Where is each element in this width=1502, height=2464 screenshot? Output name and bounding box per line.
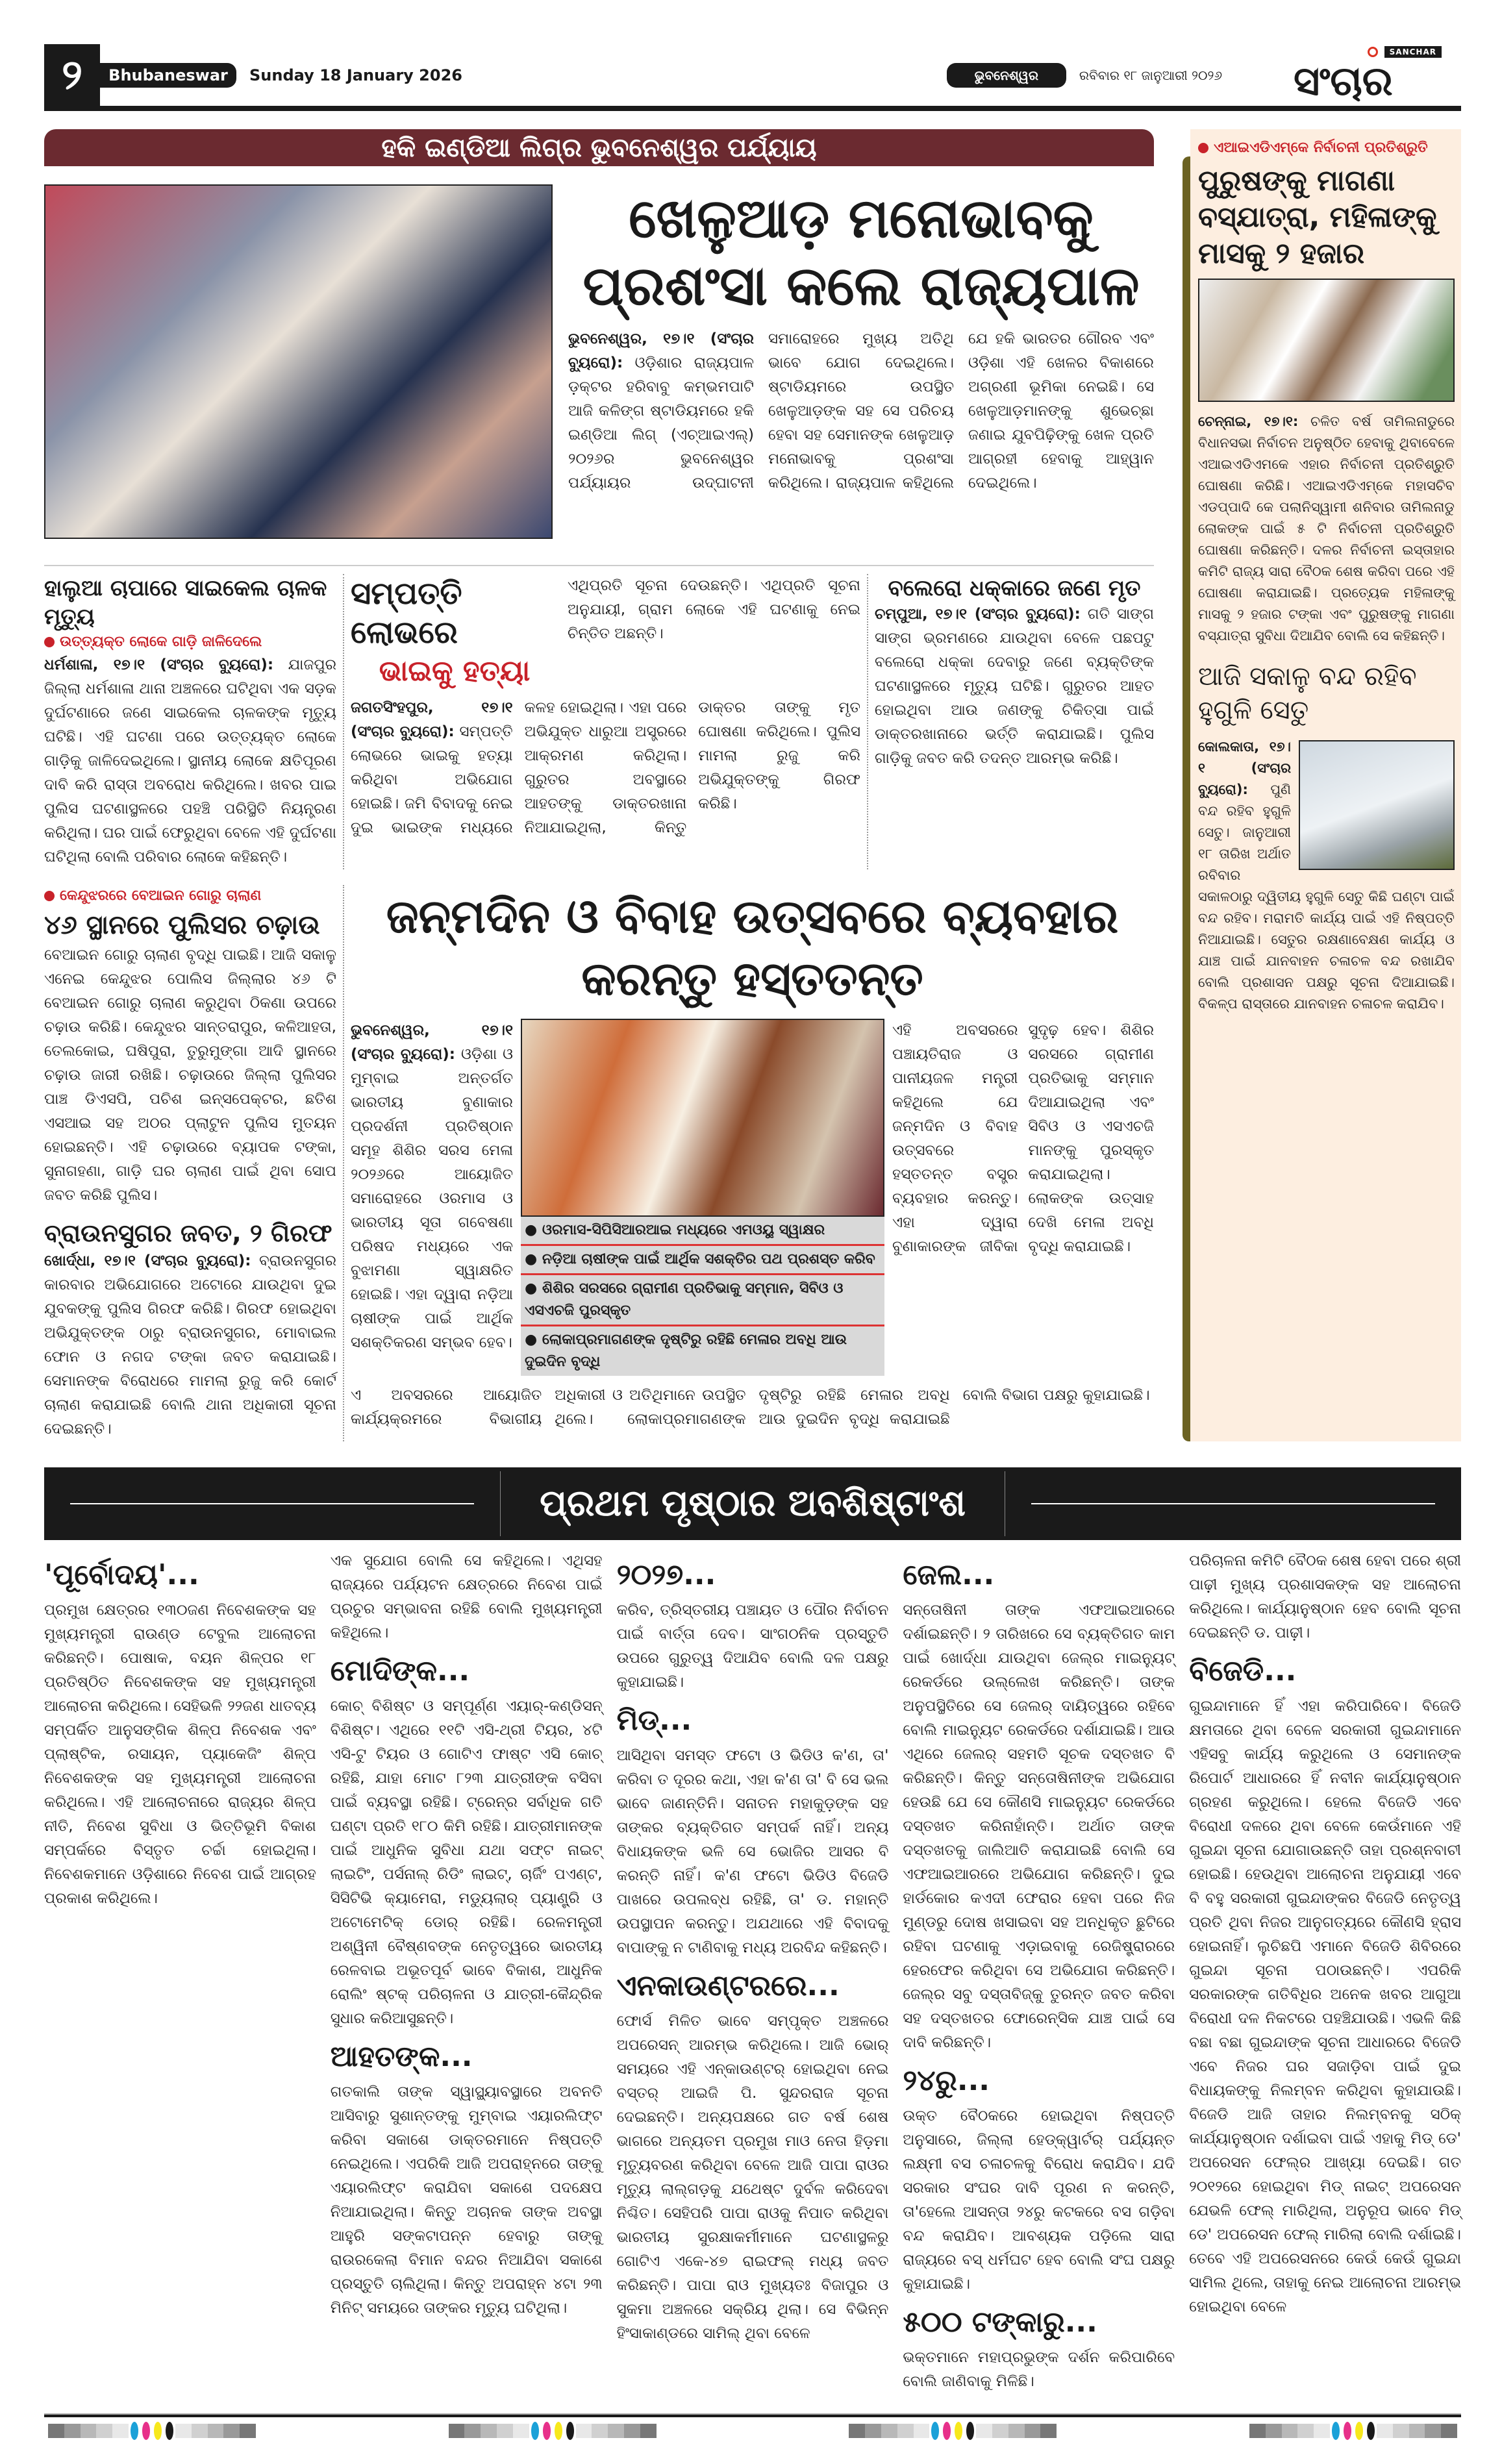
- footer-rule: [44, 2413, 1461, 2417]
- color-bar: [449, 2424, 657, 2438]
- continuation-heading: ଜେଲ...: [903, 1558, 995, 1591]
- column-divider: [343, 885, 344, 1441]
- dateline: କୋଲକାତା, ୧୭।୧ (ସଂଚାର ବ୍ୟୁରୋ):: [1198, 739, 1291, 797]
- continuation-heading: ମିଡ୍...: [616, 1704, 692, 1737]
- sidebar-accent: [1183, 156, 1190, 1441]
- ink-swatch: [166, 2422, 173, 2440]
- remainder-column: [617, 1549, 889, 2394]
- lead-photo: [44, 184, 553, 539]
- centre-photo-block: [521, 1019, 884, 1376]
- page-number: ୨: [44, 44, 100, 106]
- story-headline: ବଲେରୋ ଧକ୍କାରେ ଜଣେ ମୃତ: [888, 575, 1141, 601]
- ink-swatch: [555, 2422, 562, 2440]
- centre-body-bottom: ଏ ଅବସରରେ ଆୟୋଜିତ କାର୍ଯ୍ୟକ୍ରମରେ ବିଭାଗୀୟ ଅଧିକାରୀ ଓ ଅତିଥିମାନେ ଉପସ୍ଥିତ ଥିଲେ। ଲୋକାପ୍ରମାଗଣଙ୍କ ଦୃଷ୍ଟିରୁ ରହିଛି ମେଳାର ଅବଧି ଆଉ ଦୁଇଦିନ ବୃଦ୍ଧି କରାଯାଇଛି ବୋଲି ବିଭାଗ ପକ୍ଷରୁ କୁହାଯାଇଛି।: [351, 1387, 1150, 1428]
- story-property-murder: [351, 574, 860, 869]
- continuation-heading: ଏନକାଉଣ୍ଟରରେ...: [616, 1969, 840, 2002]
- story-headline-red: ଭାଇକୁ ହତ୍ୟା: [379, 654, 531, 688]
- kicker-text: ଉତ୍ତ୍ୟକ୍ତ ଲୋକେ ଗାଡ଼ି ଜାଳିଦେଲେ: [60, 634, 262, 650]
- ink-swatch: [1367, 2422, 1375, 2440]
- dateline: ଭୁବନେଶ୍ୱର, ୧୭।୧ (ସଂଚାର ବ୍ୟୁରୋ):: [568, 330, 754, 371]
- sidebar: [1183, 129, 1461, 1441]
- continuation-text: କୋଚ୍ ବିଶିଷ୍ଟ ଓ ସମ୍ପୂର୍ଣ୍ଣ ଏୟାର୍-କଣ୍ଡିସନ୍ ବିଶିଷ୍ଟ। ଏଥିରେ ୧୧ଟି ଏସି-ଥ୍ରୀ ଟିୟର, ୪ଟି ଏସି-ଟୁ ଟିୟର ଓ ଗୋଟିଏ ଫାଷ୍ଟ ଏସି କୋଚ୍ ରହିଛି, ଯାହା ମୋଟ ୮୨୩ ଯାତ୍ରୀଙ୍କ ବସିବା ପାଇଁ ବ୍ୟବସ୍ଥା ରହିଛି। ଟ୍ରେନ୍‌ର ସର୍ବାଧିକ ଗତି ଘଣ୍ଟା ପ୍ରତି ୧୮୦ କିମି ରହିଛି। ଯାତ୍ରୀମାନଙ୍କ ପାଇଁ ଆଧୁନିକ ସୁବିଧା ଯଥା ସଫ୍ଟ ନାଇଟ୍ ଲାଇଟିଂ, ପର୍ସନାଲ୍ ରିଡିଂ ଲାଇଟ୍, ଚାର୍ଜିଂ ପଏଣ୍ଟ, ସିସିଟିଭି କ୍ୟାମେରା, ମଡ୍ୟୁଲାର୍ ପ୍ୟାଣ୍ଟ୍ରି ଓ ଅଟୋମେଟିକ୍ ଡୋର୍ ରହିଛି। ରେଳମନ୍ତ୍ରୀ ଅଶ୍ୱିନୀ ବୈଷ୍ଣବଙ୍କ ନେତୃତ୍ୱରେ ଭାରତୀୟ ରେଳବାଇ ଅଭୂତପୂର୍ବ ଭାବେ ବିକାଶ, ଆଧୁନିକ ରୋଲିଂ ଷ୍ଟକ୍ ପରିଚାଳନା ଓ ଯାତ୍ରୀ-କୈନ୍ଦ୍ରିକ ସୁଧାର କରିଆସୁଛନ୍ତି।: [330, 1698, 603, 2027]
- logo-name: ସଂଚାର: [1294, 56, 1393, 105]
- sidebar-kicker: [1198, 137, 1455, 159]
- continuation-text: ଗତକାଲି ତାଙ୍କ ସ୍ୱାସ୍ଥ୍ୟାବସ୍ଥାରେ ଅବନତି ଆସିବାରୁ ସୁଶାନ୍ତଙ୍କୁ ମୁମ୍ବାଇ ଏୟାରଲିଫ୍ଟ କରିବା ସକାଶେ ଡାକ୍ତରମାନେ ନିଷ୍ପତ୍ତି ନେଇଥିଲେ। ଏପରିକି ଆଜି ଅପରାହ୍ନରେ ତାଙ୍କୁ ଏୟାରଲିଫ୍ଟ କରାଯିବା ସକାଶେ ପଦକ୍ଷେପ ନିଆଯାଇଥିଲା। କିନ୍ତୁ ଅଚାନକ ତାଙ୍କ ଅବସ୍ଥା ଆହୁରି ସଙ୍କଟାପନ୍ନ ହେବାରୁ ତାଙ୍କୁ ରାଉରକେଲା ବିମାନ ବନ୍ଦର ନିଆଯିବା ସକାଶେ ପ୍ରସ୍ତୁତି ଚାଲିଥିଲା। କିନ୍ତୁ ଅପରାହ୍ନ ୪ଟା ୨୩ ମିନିଟ୍ ସମୟରେ ତାଙ୍କର ମୃତ୍ୟୁ ଘଟିଥିଲା।: [330, 2084, 603, 2317]
- front-content: [44, 129, 1461, 1441]
- section-banner: ହକି ଇଣ୍ଡିଆ ଲିଗ୍‌ର ଭୁବନେଶ୍ୱର ପର୍ଯ୍ୟାୟ: [44, 129, 1154, 166]
- kicker-text: କେନ୍ଦୁଝରରେ ବେଆଇନ ଗୋରୁ ଚାଲାଣ: [60, 888, 262, 904]
- photo-captions: [521, 1217, 884, 1376]
- continuation-heading: ୨୪ରୁ...: [903, 2064, 990, 2097]
- lead-headline: ଖେଳୁଆଡ଼ ମନୋଭାବକୁ ପ୍ରଶଂସା କଲେ ରାଜ୍ୟପାଳ: [582, 186, 1140, 317]
- continuation-text: ଉକ୍ତ ବୈଠକରେ ହୋଇଥିବା ନିଷ୍ପତ୍ତି ଅନୁସାରେ, ଜିଲ୍ଲା ହେଡ୍‌କ୍ୱାର୍ଟର୍ ପର୍ଯ୍ୟନ୍ତ ଲକ୍ଷ୍ମୀ ବସ ଚଳାଚଳକୁ ବିରୋଧ କରାଯିବ। ଯଦି ସରକାର ସଂଘର ଦାବି ପୂରଣ ନ କରନ୍ତି, ତା'ହେଲେ ଆସନ୍ତା ୨୪ରୁ କଟକରେ ବସ ଗଡ଼ିବା ବନ୍ଦ କରାଯିବ। ଆବଶ୍ୟକ ପଡ଼ିଲେ ସାରା ରାଜ୍ୟରେ ବସ୍ ଧର୍ମଘଟ ହେବ ବୋଲି ସଂଘ ପକ୍ଷରୁ କୁହାଯାଇଛି।: [903, 2108, 1175, 2293]
- sidebar-photo: [1198, 279, 1455, 402]
- second-row: [44, 565, 1154, 869]
- article-text: ଯାଜପୁର ଜିଲ୍ଲା ଧର୍ମଶାଳା ଥାନା ଅଞ୍ଚଳରେ ଘଟିଥିବା ଏକ ସଡ଼କ ଦୁର୍ଘଟଣାରେ ଜଣେ ସାଇକେଲ ଚାଳକଙ୍କ ମୃତ୍ୟୁ ଘଟିଛି। ଏହି ଘଟଣା ପରେ ଉତ୍ତ୍ୟକ୍ତ ଲୋକେ ଗାଡ଼ିକୁ ଜାଳିଦେଇଥିଲେ। ସ୍ଥାନୀୟ ଲୋକେ କ୍ଷତିପୂରଣ ଦାବି କରି ରାସ୍ତା ଅବରୋଧ କରିଥିଲେ। ଖବର ପାଇ ପୁଲିସ ଘଟଣାସ୍ଥଳରେ ପହଞ୍ଚି ପରିସ୍ଥିତି ନିୟନ୍ତ୍ରଣ କରିଥିଲା। ଘର ପାଇଁ ଫେରୁଥିବା ବେଳେ ଏହି ଦୁର୍ଘଟଣା ଘଟିଥିଲା ବୋଲି ପରିବାର ଲୋକେ କହିଛନ୍ତି।: [44, 656, 337, 865]
- remainder-column: [44, 1549, 316, 2394]
- remainder-column: [331, 1549, 603, 2394]
- header-rule: [44, 106, 1461, 111]
- edition-date-odia: ରବିବାର ୧୮ ଜାନୁଆରୀ ୨୦୨୬: [1079, 67, 1222, 83]
- masthead: [44, 44, 1461, 106]
- lead-text: [568, 184, 1154, 539]
- ink-swatch: [1355, 2422, 1363, 2440]
- centre-story: [351, 885, 1154, 1441]
- continuation-text: ଫୋର୍ସ ମିଳିତ ଭାବେ ସମ୍ପୃକ୍ତ ଅଞ୍ଚଳରେ ଅପରେସନ୍ ଆରମ୍ଭ କରିଥିଲେ। ଆଜି ଭୋର୍ ସମୟରେ ଏହି ଏନ୍‌କାଉଣ୍ଟର୍ ହୋଇଥିବା ନେଇ ବସ୍ତର୍ ଆଇଜି ପି. ସୁନ୍ଦରରାଜ ସୂଚନା ଦେଇଛନ୍ତି। ଅନ୍ୟପକ୍ଷରେ ଗତ ବର୍ଷ ଶେଷ ଭାଗରେ ଅନ୍ୟତମ ପ୍ରମୁଖ ମାଓ ନେତା ହିଡ଼ମା ମୃତ୍ୟୁବରଣ କରିଥିବା ବେଳେ ଆଜି ପାପା ରାଓର ମୃତ୍ୟୁ ଲାଲ୍‌ଗଡ଼କୁ ଯଥେଷ୍ଟ ଦୁର୍ବଳ କରିଦେବା ନିଶ୍ଚିତ। ସେହିପରି ପାପା ରାଓକୁ ନିପାତ କରିଥିବା ଭାରତୀୟ ସୁରକ୍ଷାକର୍ମୀମାନେ ଘଟଣାସ୍ଥଳରୁ ଗୋଟିଏ ଏକେ-୪୭ ରାଇଫଲ୍ ମଧ୍ୟ ଜବତ କରିଛନ୍ତି। ପାପା ରାଓ ମୁଖ୍ୟତଃ ବିଜାପୁର ଓ ସୁକମା ଅଞ୍ଚଳରେ ସକ୍ରିୟ ଥିଲା। ସେ ବିଭିନ୍ନ ହିଂସାକାଣ୍ଡରେ ସାମିଲ୍ ଥିବା ବେଳେ: [616, 2013, 889, 2342]
- bullet-icon: [44, 637, 55, 647]
- remainder-column: [1189, 1549, 1461, 2394]
- color-bar: [849, 2424, 1057, 2438]
- story-kicker: [44, 885, 336, 907]
- banner-line: [70, 1503, 474, 1504]
- logo-dot-icon: [1368, 47, 1378, 57]
- dateline: ଚମ୍ପୁଆ, ୧୭।୧ (ସଂଚାର ବ୍ୟୁରୋ):: [875, 606, 1081, 623]
- lead-story: [44, 184, 1154, 539]
- article-text: ଓଡ଼ିଶାର ରାଜ୍ୟପାଳ ଡ଼କ୍ଟର ହରିବାବୁ କମ୍ଭମପାଟି ଆଜି କଳିଙ୍ଗ ଷ୍ଟାଡିୟମରେ ହକି ଇଣ୍ଡିଆ ଲିଗ୍ (ଏଚ୍‌ଆଇଏଲ୍) ୨୦୨୬ର ଭୁବନେଶ୍ୱର ପର୍ଯ୍ୟାୟର ଉଦ୍‌ଘାଟନୀ ସମାରୋହରେ ମୁଖ୍ୟ ଅତିଥି ଭାବେ ଯୋଗ ଦେଇଥିଲେ। ଷ୍ଟାଡିୟମରେ ଉପସ୍ଥିତ ଖେଳୁଆଡ଼ଙ୍କ ସହ ସେ ପରିଚୟ ହେବା ସହ ସେମାନଙ୍କ ଖେଳୁଆଡ଼ ମନୋଭାବକୁ ପ୍ରଶଂସା କରିଥିଲେ। ରାଜ୍ୟପାଳ କହିଥିଲେ ଯେ ହକି ଭାରତର ଗୌରବ ଏବଂ ଓଡ଼ିଶା ଏହି ଖେଳର ବିକାଶରେ ଅଗ୍ରଣୀ ଭୂମିକା ନେଇଛି। ସେ ଖେଳୁଆଡ଼ମାନଙ୍କୁ ଶୁଭେଚ୍ଛା ଜଣାଇ ଯୁବପିଢ଼ିଙ୍କୁ ଖେଳ ପ୍ରତି ଆଗ୍ରହୀ ହେବାକୁ ଆହ୍ୱାନ ଦେଇଥିଲେ।: [568, 330, 1154, 492]
- story-headline: ୪୬ ସ୍ଥାନରେ ପୁଲିସର ଚଢ଼ାଉ: [44, 910, 320, 940]
- color-bar: [1249, 2424, 1457, 2438]
- continuation-heading: ମୋଦିଙ୍କ...: [330, 1654, 470, 1687]
- continuation-text: କରିବ, ତ୍ରିସ୍ତରୀୟ ପଞ୍ଚାୟତ ଓ ପୌର ନିର୍ବାଚନ ପାଇଁ ବାର୍ତ୍ତା ଦେବ। ସାଂଗଠନିକ ପ୍ରସ୍ତୁତି ଉପରେ ଗୁରୁତ୍ୱ ଦିଆଯିବ ବୋଲି ଦଳ ପକ୍ଷରୁ କୁହାଯାଇଛି।: [616, 1602, 889, 1691]
- ink-swatch: [1332, 2422, 1340, 2440]
- color-bar: [48, 2424, 256, 2438]
- article-text: ବ୍ରାଉନସୁଗର କାରବାର ଅଭିଯୋଗରେ ଅଟୋରେ ଯାଉଥିବା ଦୁଇ ଯୁବକଙ୍କୁ ପୁଲିସ ଗିରଫ କରିଛି। ଗିରଫ ହୋଇଥିବା ଅଭିଯୁକ୍ତଙ୍କ ଠାରୁ ବ୍ରାଉନସୁଗର, ମୋବାଇଲ ଫୋନ ଓ ନଗଦ ଟଙ୍କା ଜବତ କରାଯାଇଛି। ସେମାନଙ୍କ ବିରୋଧରେ ମାମଲା ରୁଜୁ କରି କୋର୍ଟ ଚାଲାଣ କରାଯାଇଛି ବୋଲି ଥାନା ଅଧିକାରୀ ସୂଚନା ଦେଇଛନ୍ତି।: [44, 1252, 337, 1437]
- story-body: [351, 696, 860, 840]
- continuation-text: ପରିଚାଳନା କମିଟି ବୈଠକ ଶେଷ ହେବା ପରେ ଶ୍ରୀ ପାଢ଼ୀ ମୁଖ୍ୟ ପ୍ରଶାସକଙ୍କ ସହ ଆଲୋଚନା କରିଥିଲେ। କାର୍ଯ୍ୟାନୁଷ୍ଠାନ ହେବ ବୋଲି ସୂଚନା ଦେଇଛନ୍ତି ଡ. ପାଢ଼ୀ।: [1189, 1552, 1461, 1641]
- continuation-text: ଆସିଥିବା ସମସ୍ତ ଫଟୋ ଓ ଭିଡିଓ କ'ଣ, ତା' କରିବା ତ ଦୂରର କଥା, ଏହା କ'ଣ ତା' ବି ସେ ଭଲ ଭାବେ ଜାଣନ୍ତିନି। ସନାତନ ମହାକୁଡ଼ଙ୍କ ସହ ତାଙ୍କର ବ୍ୟକ୍ତିଗତ ସମ୍ପର୍କ ନାହିଁ। ଅନ୍ୟ ବିଧାୟକଙ୍କ ଭଳି ସେ ଭୋଜିର ଆସର ବି କରନ୍ତି ନାହିଁ। କ'ଣ ଫଟୋ ଭିଡିଓ ବିଜେଡି ପାଖରେ ଉପଲବ୍ଧ ରହିଛି, ତା' ଡ. ମହାନ୍ତି ଉପସ୍ଥାପନ କରନ୍ତୁ। ଅଯଥାରେ ଏହି ବିବାଦକୁ ବାପାଙ୍କୁ ନ ଟାଣିବାକୁ ମଧ୍ୟ ଅରବିନ୍ଦ କହିଛନ୍ତି।: [616, 1747, 889, 1956]
- story-cycle-accident: [44, 574, 336, 869]
- continuation-heading: ୨୦୨୭...: [616, 1558, 716, 1591]
- story-headline: ବ୍ରାଉନସୁଗର ଜବତ, ୨ ଗିରଫ: [44, 1219, 332, 1247]
- article-text: ଚଳିତ ବର୍ଷ ତାମିଲନାଡୁରେ ବିଧାନସଭା ନିର୍ବାଚନ ଅନୁଷ୍ଠିତ ହେବାକୁ ଥିବାବେଳେ ଏଆଇଏଡିଏମକେ ଏହାର ନିର୍ବାଚନୀ ପ୍ରତିଶ୍ରୁତି ଘୋଷଣା କରିଛି। ଏଆଇଏଡିଏମ୍‌କେ ମହାସଚିବ ଏଡପ୍ପାଦି କେ ପଲାନିସ୍ୱାମୀ ଶନିବାର ତାମିଲନାଡୁ ଲୋକଙ୍କ ପାଇଁ ୫ ଟି ନିର୍ବାଚନୀ ପ୍ରତିଶ୍ରୁତି ଘୋଷଣା କରିଛନ୍ତି। ଦଳର ନିର୍ବାଚନୀ ଇସ୍ତାହାର କମିଟି ରାଜ୍ୟ ସାରା ବୈଠକ ଶେଷ କରିବା ପରେ ଏହି ଘୋଷଣା କରାଯାଇଛି। ପ୍ରତ୍ୟେକ ମହିଳାଙ୍କୁ ମାସକୁ ୨ ହଜାର ଟଙ୍କା ଏବଂ ପୁରୁଷଙ୍କୁ ମାଗଣା ବସ୍‌ଯାତ୍ରା ସୁବିଧା ଦିଆଯିବ ବୋଲି ସେ କହିଛନ୍ତି।: [1198, 414, 1455, 643]
- story-body: [44, 653, 336, 869]
- banner-line: [1031, 1503, 1435, 1504]
- article-text: ଓଡ଼ିଶା ଓ ମୁମ୍ବାଇ ଅନ୍ତର୍ଗତ ଭାରତୀୟ ବୁଣାକାର ପ୍ରଦର୍ଶନୀ ପ୍ରତିଷ୍ଠାନ ସମୂହ ଶିଶିର ସରସ ମେଳା ୨୦୨୬ରେ ଆୟୋଜିତ ସମାରୋହରେ ଓରମାସ ଓ ଭାରତୀୟ ସୂତା ଗବେଷଣା ପରିଷଦ ମଧ୍ୟରେ ଏକ ବୁଝାମଣା ସ୍ୱାକ୍ଷରିତ ହୋଇଛି। ଏହା ଦ୍ୱାରା ନଡ଼ିଆ ଚାଷୀଙ୍କ ପାଇଁ ଆର୍ଥିକ ସଶକ୍ତିକରଣ ସମ୍ଭବ ହେବ।: [351, 1046, 514, 1351]
- ink-swatch: [955, 2422, 962, 2440]
- logo-tag: SANCHAR: [1384, 46, 1442, 58]
- ink-swatch: [931, 2422, 939, 2440]
- kicker-text: ଏଆଇଏଡିଏମ୍‌କେ ନିର୍ବାଚନୀ ପ୍ରତିଶ୍ରୁତି: [1214, 140, 1428, 156]
- continuation-text: ସନ୍ତୋଷିନୀ ତାଙ୍କ ଏଫଆଇଆରରେ ଦର୍ଶାଇଛନ୍ତି। ୨ ତାରିଖରେ ସେ ବ୍ୟକ୍ତିଗତ କାମ ପାଇଁ ଖୋର୍ଦ୍ଧା ଯାଉଥିବା ଜେଲ୍‌ର ମାଇନ୍ୟୁଟ୍ ରେକର୍ଡରେ ଉଲ୍ଲେଖ କରିଛନ୍ତି। ତାଙ୍କ ଅନୁପସ୍ଥିତିରେ ସେ ଜେଲର୍ ଦାୟିତ୍ୱରେ ରହିବେ ବୋଲି ମାଇନ୍ୟୁଟ ରେକର୍ଡରେ ଦର୍ଶାଯାଇଛି। ଆଉ ଏଥିରେ ଜେଲର୍ ସହମତି ସୂଚକ ଦସ୍ତଖତ ବି କରିଛନ୍ତି। କିନ୍ତୁ ସନ୍ତୋଷିନୀଙ୍କ ଅଭିଯୋଗ ହେଉଛି ଯେ ସେ କୌଣସି ମାଇନ୍ୟୁଟ ରେକର୍ଡରେ ଦସ୍ତଖତ କରିନାହାଁନ୍ତି। ଅର୍ଥାତ ତାଙ୍କ ଦସ୍ତଖତକୁ ଜାଲିଆତି କରାଯାଇଛି ବୋଲି ସେ ଏଫଆଇଆରରେ ଅଭିଯୋଗ କରିଛନ୍ତି। ଦୁଇ ହାର୍ଡକୋର କଏଦୀ ଫେରାର ହେବା ପରେ ନିଜ ମୁଣ୍ଡରୁ ଦୋଷ ଖସାଇବା ସହ ଅନଧିକୃତ ଛୁଟିରେ ରହିବା ଘଟଣାକୁ ଏଡ଼ାଇବାକୁ ରେଜିଷ୍ଟ୍ରାରରେ ହେରଫେର କରିଥିବା ସେ ଅଭିଯୋଗ କରିଛନ୍ତି। ଜେଲ୍‌ର ସବୁ ଦସ୍ତାବିଜ୍‌କୁ ତୁରନ୍ତ ଜବତ କରିବା ସହ ଦସ୍ତଖତର ଫୋରେନ୍‌ସିକ ଯାଞ୍ଚ ପାଇଁ ସେ ଦାବି କରିଛନ୍ତି।: [903, 1602, 1175, 2051]
- caption-text: ନଡ଼ିଆ ଚାଷୀଙ୍କ ପାଇଁ ଆର୍ଥିକ ସଶକ୍ତିର ପଥ ପ୍ରଶସ୍ତ କରିବ: [542, 1251, 875, 1267]
- article-text: ପୁଣି ବନ୍ଦ ରହିବ ହୁଗୁଳି ସେତୁ। ଜାନୁଆରୀ ୧୮ ତାରିଖ ଅର୍ଥାତ ରବିବାର ସକାଳଠାରୁ ଦ୍ୱିତୀୟ ହୁଗୁଳି ସେତୁ କିଛି ଘଣ୍ଟା ପାଇଁ ବନ୍ଦ ରହିବ। ମରାମତି କାର୍ଯ୍ୟ ପାଇଁ ଏହି ନିଷ୍ପତ୍ତି ନିଆଯାଇଛି। ସେତୁର ରକ୍ଷଣାବେକ୍ଷଣ କାର୍ଯ୍ୟ ଓ ଯାଞ୍ଚ ପାଇଁ ଯାନବାହନ ଚଳାଚଳ ବନ୍ଦ ରଖାଯିବ ବୋଲି ପ୍ରଶାସନ ପକ୍ଷରୁ ସୂଚନା ଦିଆଯାଇଛି। ବିକଳ୍ପ ରାସ୍ତାରେ ଯାନବାହନ ଚଳାଚଳ କରାଯିବ।: [1198, 782, 1455, 1012]
- article-text: ଗତି ସାଙ୍ଗ ସାଙ୍ଗ ଭ୍ରମଣରେ ଯାଉଥିବା ବେଳେ ପଛପଟୁ ବଲେରୋ ଧକ୍କା ଦେବାରୁ ଜଣେ ବ୍ୟକ୍ତିଙ୍କ ଘଟଣାସ୍ଥଳରେ ମୃତ୍ୟୁ ଘଟିଛି। ଗୁରୁତର ଆହତ ହୋଇଥିବା ଆଉ ଜଣଙ୍କୁ ଚିକିତ୍ସା ପାଇଁ ଡାକ୍ତରଖାନାରେ ଭର୍ତ୍ତି କରାଯାଇଛି। ପୁଲିସ ଗାଡ଼ିକୁ ଜବତ କରି ତଦନ୍ତ ଆରମ୍ଭ କରିଛି।: [875, 606, 1154, 767]
- continuation-text: ଗୁଇନ୍ଦାମାନେ ହିଁ ଏହା କରିପାରିବେ। ବିଜେଡି କ୍ଷମତାରେ ଥିବା ବେଳେ ସରକାରୀ ଗୁଇନ୍ଦାମାନେ ଏହିସବୁ କାର୍ଯ୍ୟ କରୁଥିଲେ ଓ ସେମାନଙ୍କ ରିପୋର୍ଟ ଆଧାରରେ ହିଁ ନବୀନ କାର୍ଯ୍ୟାନୁଷ୍ଠାନ ଗ୍ରହଣ କରୁଥିଲେ। ହେଲେ ବିଜେଡି ଏବେ ବିରୋଧୀ ଦଳରେ ଥିବା ବେଳେ କେଉଁମାନେ ଏହି ଗୁଇନ୍ଦା ସୂଚନା ଯୋଗାଉଛନ୍ତି ତାହା ପ୍ରଶ୍ନବାଚୀ ହୋଇଛି। ହେଉଥିବା ଆଲୋଚନା ଅନୁଯାୟୀ ଏବେ ବି ବହୁ ସରକାରୀ ଗୁଇନ୍ଦାଙ୍କର ବିଜେଡି ନେତୃତ୍ୱ ପ୍ରତି ଥିବା ନିଜର ଆନୁଗତ୍ୟରେ କୌଣସି ହ୍ରାସ ହୋଇନାହିଁ। ଲୁଚିଛପି ଏମାନେ ବିଜେଡି ଶିବିରରେ ଗୁଇନ୍ଦା ସୂଚନା ପଠାଉଛନ୍ତି। ଏପରିକି ସରକାରଙ୍କ ଗତିବିଧିର ଅନେକ ଖବର ଆଗୁଆ ବିରୋଧୀ ଦଳ ନିକଟରେ ପହଞ୍ଚିଯାଉଛି। ଏଭଳି କିଛି ବଛା ବଛା ଗୁଇନ୍ଦାଙ୍କ ସୂଚନା ଆଧାରରେ ବିଜେଡି ଏବେ ନିଜର ଘର ସଜାଡ଼ିବା ପାଇଁ ଦୁଇ ବିଧାୟକଙ୍କୁ ନିଲମ୍ବନ କରିଥିବା କୁହାଯାଉଛି। ବିଜେଡି ଆଜି ତାହାର ନିଲମ୍ବନକୁ ସଠିକ୍ କାର୍ଯ୍ୟାନୁଷ୍ଠାନ ଦର୍ଶାଇବା ପାଇଁ ଏହାକୁ ମିଡ୍ ଡେ' ଅପରେସନ ଫେଲ୍‌ର ଆଖ୍ୟା ଦେଇଛି। ଗତ ୨୦୧୨ରେ ହୋଇଥିବା ମିଡ୍ ନାଇଟ୍ ଅପରେସନ ଯେଭଳି ଫେଲ୍ ମାରିଥିଲା, ଅନୁରୂପ ଭାବେ ମିଡ୍ ଡେ' ଅପରେସନ ଫେଲ୍ ମାରିଲା ବୋଲି ଦର୍ଶାଇଛି। ତେବେ ଏହି ଅପରେସନରେ କେଉଁ କେଉଁ ଗୁଇନ୍ଦା ସାମିଲ ଥିଲେ, ତାହାକୁ ନେଇ ଆଲୋଚନା ଆରମ୍ଭ ହୋଇଥିବା ବେଳେ: [1189, 1698, 1461, 2315]
- dateline: ଜଗତସିଂହପୁର, ୧୭।୧ (ସଂଚାର ବ୍ୟୁରୋ):: [351, 699, 513, 740]
- caption-text: ଶିଶିର ସରସରେ ଗ୍ରାମୀଣ ପ୍ରତିଭାକୁ ସମ୍ମାନ, ସିବିଓ ଓ ଏସଏଚଜି ପୁରସ୍କୃତ: [525, 1280, 844, 1319]
- ink-swatch: [543, 2422, 551, 2440]
- story-bolero-accident: [875, 574, 1154, 869]
- sidebar-body: [1198, 411, 1455, 647]
- continuation-text: ଭକ୍ତମାନେ ମହାପ୍ରଭୁଙ୍କ ଦର୍ଶନ କରିପାରିବେ ବୋଲି ଜାଣିବାକୁ ମିଳିଛି।: [903, 2349, 1175, 2390]
- hugli-headline: ଆଜି ସକାଳୁ ବନ୍ଦ ରହିବ ହୁଗୁଳି ସେତୁ: [1198, 662, 1417, 725]
- bullet-icon: [1198, 143, 1208, 153]
- ink-swatch: [566, 2422, 574, 2440]
- left-column: [44, 885, 336, 1441]
- caption-item: ● ନଡ଼ିଆ ଚାଷୀଙ୍କ ପାଇଁ ଆର୍ଥିକ ସଶକ୍ତିର ପଥ ପ୍ରଶସ୍ତ କରିବ: [521, 1246, 884, 1275]
- remainder-title: ପ୍ରଥମ ପୃଷ୍ଠାର ଅବଶିଷ୍ଟାଂଶ: [540, 1482, 966, 1524]
- story-body: [44, 1249, 336, 1441]
- ink-swatch: [531, 2422, 539, 2440]
- ink-swatch: [966, 2422, 974, 2440]
- caption-item: ● ଶିଶିର ସରସରେ ଗ୍ରାମୀଣ ପ୍ରତିଭାକୁ ସମ୍ମାନ, ସିବିଓ ଓ ଏସଏଚଜି ପୁରସ୍କୃତ: [521, 1275, 884, 1326]
- continuation-text: ପ୍ରମୁଖ କ୍ଷେତ୍ରର ୧୩୦ଜଣ ନିବେଶକଙ୍କ ସହ ମୁଖ୍ୟମନ୍ତ୍ରୀ ରାଉଣ୍ଡ ଟେବୁଲ ଆଲୋଚନା କରିଛନ୍ତି। ପୋଷାକ, ବୟନ ଶିଳ୍ପର ୧୮ ପ୍ରତିଷ୍ଠିତ ନିବେଶକଙ୍କ ସହ ମୁଖ୍ୟମନ୍ତ୍ରୀ ଆଲୋଚନା କରିଥିଲେ। ସେହିଭଳି ୨୨ଜଣ ଧାତବ୍ୟ ସମ୍ପର୍କିତ ଆନୁସଙ୍ଗିକ ଶିଳ୍ପ ନିବେଶକ ଏବଂ ପ୍ଲାଷ୍ଟିକ, ରସାୟନ, ପ୍ୟାକେଜିଂ ଶିଳ୍ପ ନିବେଶକଙ୍କ ସହ ମୁଖ୍ୟମନ୍ତ୍ରୀ ଆଲୋଚନା କରିଥିଲେ। ଏହି ଆଲୋଚନାରେ ରାଜ୍ୟର ଶିଳ୍ପ ନୀତି, ନିବେଶ ସୁବିଧା ଓ ଭିତ୍ତିଭୂମି ବିକାଶ ସମ୍ପର୍କରେ ବିସ୍ତୃତ ଚର୍ଚ୍ଚା ହୋଇଥିଲା। ନିବେଶକମାନେ ଓଡ଼ିଶାରେ ନିବେଶ ପାଇଁ ଆଗ୍ରହ ପ୍ରକାଶ କରିଥିଲେ।: [44, 1602, 316, 1907]
- caption-item: ● ଲୋକାପ୍ରମାଗଣଙ୍କ ଦୃଷ୍ଟିରୁ ରହିଛି ମେଳାର ଅବଧି ଆଉ ଦୁଇଦିନ ବୃଦ୍ଧି: [525, 1332, 847, 1370]
- ink-swatch: [154, 2422, 162, 2440]
- continuation-text: ଏକ ସୁଯୋଗ ବୋଲି ସେ କହିଥିଲେ। ଏଥିସହ ରାଜ୍ୟରେ ପର୍ଯ୍ୟଟନ କ୍ଷେତ୍ରରେ ନିବେଶ ପାଇଁ ପ୍ରଚୁର ସମ୍ଭାବନା ରହିଛି ବୋଲି ମୁଖ୍ୟମନ୍ତ୍ରୀ କହିଥିଲେ।: [330, 1552, 603, 1641]
- story-body: [875, 603, 1154, 771]
- story-headline: ହାଲୁଆ ଚାପାରେ ସାଇକେଲ ଚାଳକ ମୃତ୍ୟୁ: [44, 575, 327, 630]
- sidebar-headline: ପୁରୁଷଙ୍କୁ ମାଗଣା ବସ୍‌ଯାତ୍ରା, ମହିଳାଙ୍କୁ ମାସକୁ ୨ ହଜାର: [1198, 164, 1437, 270]
- story-kicker: [44, 631, 336, 653]
- dateline: ଚେନ୍ନାଇ, ୧୭।୧:: [1198, 414, 1299, 429]
- lead-body: [568, 327, 1154, 495]
- ink-swatch: [1344, 2422, 1351, 2440]
- bullet-icon: [44, 891, 55, 901]
- centre-body-left: [351, 1019, 513, 1376]
- main-column: [44, 129, 1154, 1441]
- column-divider: [343, 574, 344, 869]
- ink-swatch: [142, 2422, 150, 2440]
- dateline: ଭୁବନେଶ୍ୱର, ୧୭।୧ (ସଂଚାର ବ୍ୟୁରୋ):: [351, 1022, 513, 1063]
- edition-city-odia: ଭୁବନେଶ୍ୱର: [947, 63, 1066, 88]
- continuation-heading: ବିଜେଡି...: [1189, 1654, 1297, 1687]
- remainder-column: [903, 1549, 1175, 2394]
- sidebar-box: [1190, 129, 1461, 1441]
- column-divider: [867, 574, 868, 869]
- masthead-logo: [1294, 46, 1461, 105]
- caption-item: ● ଓରମାସ-ସିପିସିଆରଆଇ ମଧ୍ୟରେ ଏମଓୟୁ ସ୍ୱାକ୍ଷର: [521, 1217, 884, 1246]
- dateline: ଖୋର୍ଦ୍ଧା, ୧୭।୧ (ସଂଚାର ବ୍ୟୁରୋ):: [44, 1252, 251, 1269]
- ink-swatch: [943, 2422, 951, 2440]
- bridge-photo: [1299, 740, 1455, 870]
- centre-body-right: ଏହି ଅବସରରେ ପଞ୍ଚାୟତିରାଜ ଓ ପାନୀୟଜଳ ମନ୍ତ୍ରୀ କହିଥିଲେ ଯେ ଜନ୍ମଦିନ ଓ ବିବାହ ଉତ୍ସବରେ ହସ୍ତତନ୍ତ ବସ୍ତ୍ର ବ୍ୟବହାର କରନ୍ତୁ। ଏହା ଦ୍ୱାରା ବୁଣାକାରଙ୍କ ଜୀବିକା ସୁଦୃଢ଼ ହେବ। ଶିଶିର ସରସରେ ଗ୍ରାମୀଣ ପ୍ରତିଭାକୁ ସମ୍ମାନ ଦିଆଯାଇଥିଲା ଏବଂ ସିବିଓ ଓ ଏସଏଚଜି ମାନଙ୍କୁ ପୁରସ୍କୃତ କରାଯାଇଥିଲା। ଲୋକଙ୍କ ଉତ୍ସାହ ଦେଖି ମେଳା ଅବଧି ବୃଦ୍ଧି କରାଯାଇଛି।: [892, 1022, 1154, 1255]
- centre-headline: ଜନ୍ମଦିନ ଓ ବିବାହ ଉତ୍ସବରେ ବ୍ୟବହାର କରନ୍ତୁ ହସ୍ତତନ୍ତ: [386, 889, 1119, 1006]
- print-registration-marks: [44, 2424, 1461, 2438]
- edition-date: Sunday 18 January 2026: [249, 66, 462, 84]
- story-body: ବେଆଇନ ଗୋରୁ ଚାଲାଣ ବୃଦ୍ଧି ପାଇଛି। ଆଜି ସକାଳୁ ଏନେଇ କେନ୍ଦୁଝର ପୋଲିସ ଜିଲ୍ଲାର ୪୬ ଟି ବେଆଇନ ଗୋରୁ ଚାଲାଣ କରୁଥିବା ଠିକଣା ଉପରେ ଚଢ଼ାଉ କରିଛି। କେନ୍ଦୁଝର ସାନ୍ତରାପୁର, କଳିଆହତା, ତେଲକୋଇ, ଘଷିପୁରା, ତୁରୁମୁଙ୍ଗା ଆଦି ସ୍ଥାନରେ ଚଢ଼ାଉ ଜାରୀ ରଖିଛି। ଚଢ଼ାଉରେ ଜିଲ୍ଲା ପୁଲିସର ପାଞ୍ଚ ଡିଏସପି, ପଚିଶ ଇନ୍ସପେକ୍ଟର, ଛତିଶ ଏସଆଇ ସହ ଅଠର ପ୍ଲାଟୁନ ପୁଲିସ ମୁତୟନ ହୋଇଛନ୍ତି। ଏହି ଚଢ଼ାଉରେ ବ୍ୟାପକ ଟଙ୍କା, ସୁନାଗହଣା, ଗାଡ଼ି ଘର ଚାଲାଣ ପାଇଁ ଥିବା ସୋପ ଜବତ କରିଛି ପୁଲିସ।: [44, 947, 336, 1204]
- continuation-heading: ଆହତଙ୍କ...: [330, 2040, 473, 2073]
- story-body-top: ଏଥିପ୍ରତି ସୂଚନା ଦେଉଛନ୍ତି। ଏଥିପ୍ରତି ସୂଚନା ଅନୁଯାୟୀ, ଗ୍ରାମ ଲୋକେ ଏହି ଘଟଣାକୁ ନେଇ ଚିନ୍ତିତ ଅଛନ୍ତି।: [568, 577, 860, 642]
- dateline: ଧର୍ମଶାଳା, ୧୭।୧ (ସଂଚାର ବ୍ୟୁରୋ):: [44, 656, 274, 673]
- edition-city: Bhubaneswar: [100, 63, 236, 88]
- caption-text: ଓରମାସ-ସିପିସିଆରଆଇ ମଧ୍ୟରେ ଏମଓୟୁ ସ୍ୱାକ୍ଷର: [542, 1222, 825, 1238]
- story-headline: ସମ୍ପତ୍ତି ଲୋଭରେ: [351, 575, 462, 651]
- remainder-columns: [44, 1549, 1461, 2394]
- continuation-heading: ୫୦୦ ଟଙ୍କାରୁ...: [903, 2306, 1097, 2339]
- ink-swatch: [131, 2422, 138, 2440]
- centre-photo: [521, 1019, 884, 1217]
- caption-text: ଲୋକାପ୍ରମାଗଣଙ୍କ ଦୃଷ୍ଟିରୁ ରହିଛି ମେଳାର ଅବଧି ଆଉ ଦୁଇଦିନ ବୃଦ୍ଧି: [525, 1332, 847, 1370]
- hugli-body: [1198, 736, 1455, 1015]
- remainder-banner: [44, 1467, 1461, 1540]
- article-text: ସମ୍ପତ୍ତି ଲୋଭରେ ଭାଇକୁ ହତ୍ୟା କରିଥିବା ଅଭିଯୋଗ ହୋଇଛି। ଜମି ବିବାଦକୁ ନେଇ ଦୁଇ ଭାଇଙ୍କ ମଧ୍ୟରେ କଳହ ହୋଇଥିଲା। ଏହା ପରେ ଅଭିଯୁକ୍ତ ଧାରୁଆ ଅସ୍ତ୍ରରେ ଆକ୍ରମଣ କରିଥିଲା। ଗୁରୁତର ଅବସ୍ଥାରେ ଆହତଙ୍କୁ ଡାକ୍ତରଖାନା ନିଆଯାଇଥିଲା, କିନ୍ତୁ ଡାକ୍ତର ତାଙ୍କୁ ମୃତ ଘୋଷଣା କରିଥିଲେ। ପୁଲିସ ମାମଲା ରୁଜୁ କରି ଅଭିଯୁକ୍ତଙ୍କୁ ଗିରଫ କରିଛି।: [351, 699, 860, 836]
- continuation-heading: 'ପୂର୍ବୋଦୟ'...: [44, 1558, 199, 1591]
- third-row: [44, 885, 1154, 1441]
